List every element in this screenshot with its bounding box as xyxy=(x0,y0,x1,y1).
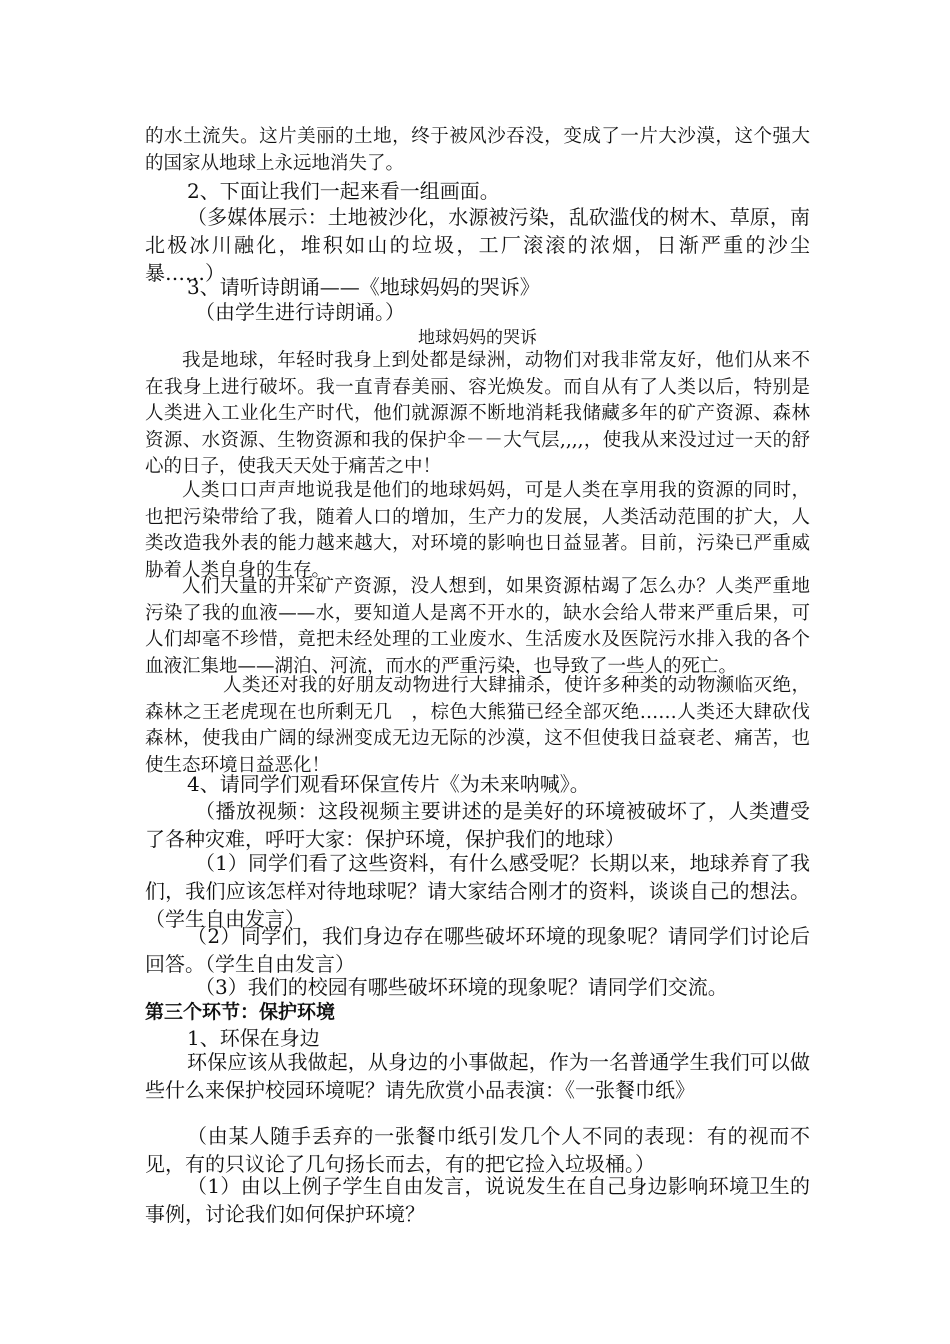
poem-paragraph-2: 人类口口声声地说我是他们的地球妈妈，可是人类在享用我的资源的同时，也把污染带给了我，随着人口的增加，生产力的发展，人类活动范围的扩大，人类改造我外表的能力越来越大，对环境的影响也日益显著。目前，污染已严重威胁着人类自身的生存。 xyxy=(145,480,810,581)
question-1: （1）同学们看了这些资料，有什么感受呢？长期以来，地球养育了我们，我们应该怎样对待地球呢？请大家结合刚才的资料，谈谈自己的想法。（学生自由发言） xyxy=(145,851,810,931)
question-discussion: （1）由以上例子学生自由发言，说说发生在自己身边影响环境卫生的事例，讨论我们如何保护环境？ xyxy=(145,1174,810,1226)
poem-paragraph-4: 人类还对我的好朋友动物进行大肆捕杀，使许多种类的动物濒临灭绝，森林之王老虎现在也所剩无几 ，棕色大熊猫已经全部灭绝……人类还大肆砍伐森林，使我由广阔的绿洲变成无边无际的沙漠，这不但使我日益衰老、痛苦，也使生态环境日益恶化！ xyxy=(145,675,810,776)
paragraph-environment-start: 环保应该从我做起，从身边的小事做起，作为一名普通学生我们可以做些什么来保护校园环境呢？请先欣赏小品表演：《一张餐巾纸》 xyxy=(145,1050,810,1102)
poem-paragraph-1: 我是地球，年轻时我身上到处都是绿洲，动物们对我非常友好，他们从来不在我身上进行破坏。我一直青春美丽、容光焕发。而自从有了人类以后，特别是人类进入工业化生产时代，他们就源源不断地消耗我储藏多年的矿产资源、森林资源、水资源、生物资源和我的保护伞－－大气层,,,,，使我从来没过过一天的舒心的日子，使我天天处于痛苦之中！ xyxy=(145,350,810,477)
paragraph-recitation: （由学生进行诗朗诵。） xyxy=(195,300,405,324)
paragraph-video: （播放视频：这段视频主要讲述的是美好的环境被破坏了，人类遭受了各种灾难，呼吁大家：保护环境，保护我们的地球） xyxy=(145,799,810,851)
section-heading-3: 第三个环节：保护环境 xyxy=(145,1001,336,1023)
question-3: （3）我们的校园有哪些破坏环境的现象呢？请同学们交流。 xyxy=(195,975,728,999)
paragraph-step-2: 2、下面让我们一起来看一组画面。 xyxy=(187,179,500,203)
poem-paragraph-3: 人们大量的开采矿产资源，没人想到，如果资源枯竭了怎么办？人类严重地污染了我的血液——水，要知道人是离不开水的，缺水会给人带来严重后果，可人们却毫不珍惜，竟把未经处理的工业废水、生活废水及医院污水排入我的各个血液汇集地——湖泊、河流，而水的严重污染，也导致了一些人的死亡。 xyxy=(145,576,810,677)
paragraph-skit: （由某人随手丢弃的一张餐巾纸引发几个人不同的表现：有的视而不见，有的只议论了几句扬长而去，有的把它捡入垃圾桶。） xyxy=(145,1124,810,1176)
subsection-1: 1、环保在身边 xyxy=(187,1026,320,1050)
paragraph-step-3: 3、请听诗朗诵——《地球妈妈的哭诉》 xyxy=(187,275,540,299)
poem-title: 地球妈妈的哭诉 xyxy=(418,328,537,348)
paragraph-multimedia: （多媒体展示：土地被沙化，水源被污染，乱砍滥伐的树木、草原，南北极冰川融化，堆积如山的垃圾，工厂滚滚的浓烟，日渐严重的沙尘暴……） xyxy=(145,205,810,285)
paragraph-intro-end: 的水土流失。这片美丽的土地，终于被风沙吞没，变成了一片大沙漠，这个强大的国家从地球上永远地消失了。 xyxy=(145,126,810,174)
paragraph-step-4: 4、请同学们观看环保宣传片《为未来呐喊》。 xyxy=(187,772,590,796)
question-2: （2）同学们，我们身边存在哪些破坏环境的现象呢？请同学们讨论后回答。（学生自由发言） xyxy=(145,924,810,976)
